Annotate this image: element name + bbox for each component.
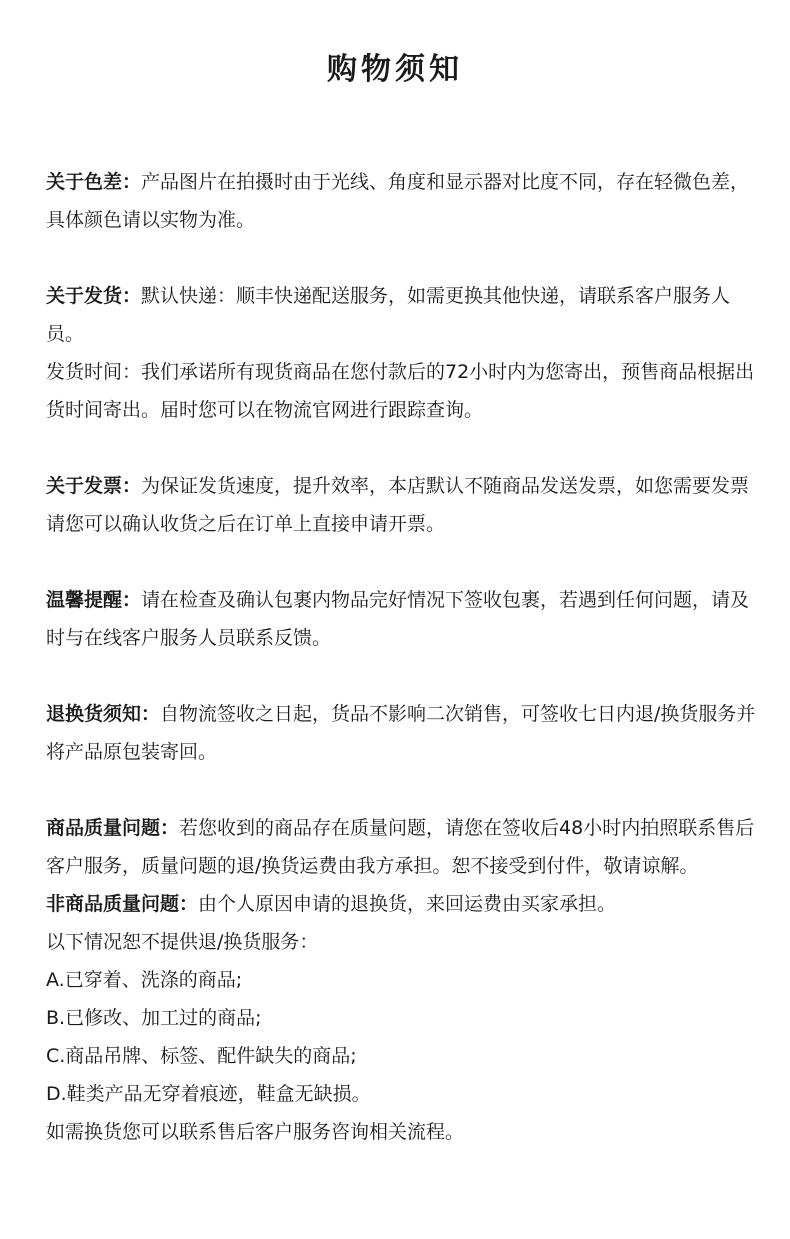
reminder-text: 请在检查及确认包裹内物品完好情况下签收包裹，若遇到任何问题，请及时与在线客户服务人员联系反馈。 — [46, 589, 750, 649]
color-difference-text: 产品图片在拍摄时由于光线、角度和显示器对比度不同，存在轻微色差，具体颜色请以实物为准。 — [46, 171, 750, 231]
non-quality-section — [46, 885, 758, 923]
section-gap — [46, 771, 758, 809]
non-quality-text: 由个人原因申请的退换货，来回运费由买家承担。 — [198, 893, 617, 915]
reminder-label: 温馨提醒： — [46, 589, 142, 611]
section-gap — [46, 543, 758, 581]
section-gap — [46, 429, 758, 467]
shipping-time-text: 发货时间：我们承诺所有现货商品在您付款后的72小时内为您寄出，预售商品根据出货时间寄出。届时您可以在物流官网进行跟踪查询。 — [46, 361, 755, 421]
quality-label: 商品质量问题： — [46, 817, 180, 839]
page-title: 购物须知 — [327, 52, 463, 87]
shipping-text: 默认快递：顺丰快递配送服务，如需更换其他快递，请联系客户服务人员。 — [46, 285, 731, 345]
shipping-label: 关于发货： — [46, 285, 142, 307]
non-quality-label: 非商品质量问题： — [46, 893, 199, 915]
exclusion-item-c: C.商品吊牌、标签、配件缺失的商品; — [46, 1045, 357, 1067]
notice-content — [46, 163, 758, 1151]
color-difference-label: 关于色差： — [46, 171, 142, 193]
section-gap — [46, 239, 758, 277]
invoice-text: 为保证发货速度，提升效率，本店默认不随商品发送发票，如您需要发票请您可以确认收货之后在订单上直接申请开票。 — [46, 475, 750, 535]
shipping-section — [46, 277, 758, 353]
exchange-footer: 如需换货您可以联系售后客户服务咨询相关流程。 — [46, 1121, 465, 1143]
returns-text: 自物流签收之日起，货品不影响二次销售，可签收七日内退/换货服务并将产品原包装寄回。 — [46, 703, 756, 763]
exclusion-item-a: A.已穿着、洗涤的商品; — [46, 969, 243, 991]
quality-section — [46, 809, 758, 885]
exclusion-item-b: B.已修改、加工过的商品; — [46, 1007, 262, 1029]
returns-section — [46, 695, 758, 771]
invoice-section — [46, 467, 758, 543]
color-difference-section — [46, 163, 758, 239]
section-gap — [46, 657, 758, 695]
returns-label: 退换货须知： — [46, 703, 161, 725]
exclusion-item-d: D.鞋类产品无穿着痕迹，鞋盒无缺损。 — [46, 1083, 371, 1105]
exclusions-intro: 以下情况恕不提供退/换货服务： — [46, 931, 319, 953]
invoice-label: 关于发票： — [46, 475, 142, 497]
quality-text: 若您收到的商品存在质量问题，请您在签收后48小时内拍照联系售后客户服务，质量问题的退/换货运费由我方承担。恕不接受到付件，敬请谅解。 — [46, 817, 755, 877]
reminder-section — [46, 581, 758, 657]
